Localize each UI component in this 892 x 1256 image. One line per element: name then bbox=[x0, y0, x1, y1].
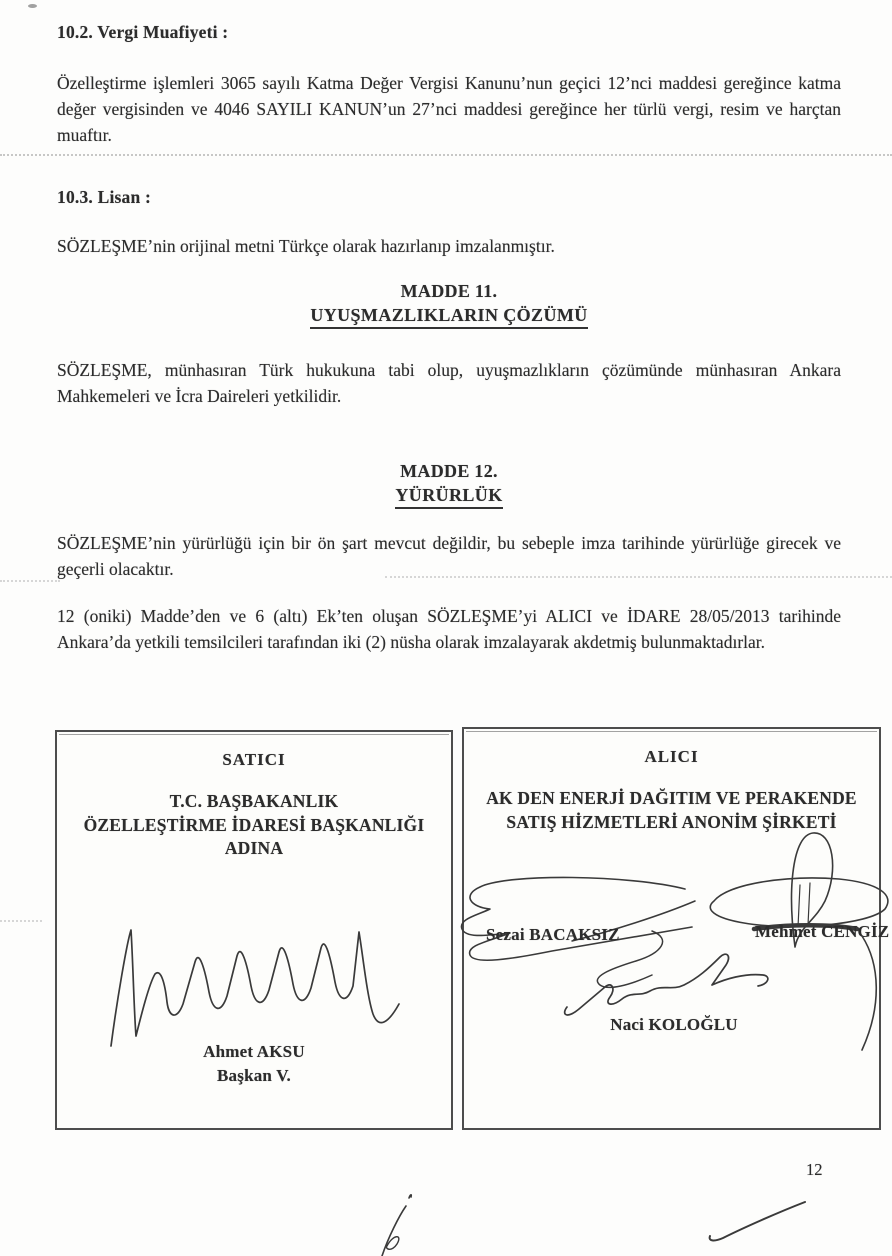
buyer-org-line-2: SATIŞ HİZMETLERİ ANONİM ŞİRKETİ bbox=[506, 811, 837, 832]
seller-signer-name: Ahmet AKSU bbox=[203, 1042, 305, 1061]
madde-11-paragraph: SÖZLEŞME, münhasıran Türk hukukuna tabi olup, uyuşmazlıkların çözümünde münhasıran Ankara Mahkemeleri ve İcra Daireleri yetkilidir. bbox=[57, 360, 841, 406]
madde-12-title-row bbox=[57, 461, 841, 482]
madde-12-subtitle-row bbox=[57, 485, 841, 509]
seller-signer-title: Başkan V. bbox=[217, 1066, 291, 1085]
buyer-signature-box bbox=[462, 727, 890, 1130]
buyer-role-label: ALICI bbox=[644, 747, 699, 766]
pen-mark-stroke bbox=[372, 1186, 424, 1256]
signature-scribble-ahmet-aksu bbox=[97, 920, 407, 1050]
madde-11-subtitle-row bbox=[57, 305, 841, 329]
section-10-2-paragraph: Özelleştirme işlemleri 3065 sayılı Katma Değer Vergisi Kanunu’nun geçici 12’nci maddesi gereğince katma değer vergisinden ve 4046 SAYILI KANUN’un 27’nci maddesi gereğince her türlü vergi, resim ve harçtan muaftır. bbox=[57, 73, 841, 145]
scan-noise-line bbox=[0, 920, 42, 922]
scan-noise-line bbox=[385, 576, 892, 578]
scan-speck bbox=[28, 4, 37, 8]
pen-mark-swoosh bbox=[703, 1196, 813, 1246]
section-10-3-heading: 10.3. Lisan : bbox=[57, 187, 152, 207]
scan-noise-line bbox=[0, 154, 892, 156]
section-10-2-heading: 10.2. Vergi Muafiyeti : bbox=[57, 22, 229, 42]
seller-signature-box bbox=[55, 730, 453, 1130]
signature-tail-stroke bbox=[852, 934, 884, 1054]
seller-role-label: SATICI bbox=[222, 750, 286, 769]
section-10-3-paragraph: SÖZLEŞME’nin orijinal metni Türkçe olarak hazırlanıp imzalanmıştır. bbox=[57, 236, 555, 256]
scan-noise-line bbox=[0, 580, 60, 582]
scan-double-border-artifact bbox=[59, 734, 449, 735]
madde-11-title-row bbox=[57, 281, 841, 302]
seller-org-line-3: ADINA bbox=[224, 838, 284, 858]
madde-12-paragraph-1: SÖZLEŞME’nin yürürlüğü için bir ön şart mevcut değildir, bu sebeple imza tarihinde yürürlüğe girecek ve geçerli olacaktır. bbox=[57, 533, 841, 579]
scan-double-border-artifact bbox=[466, 731, 877, 732]
buyer-signer-1-name: Sezai BACAKSIZ bbox=[486, 925, 620, 944]
madde-11-subtitle: UYUŞMAZLIKLARIN ÇÖZÜMÜ bbox=[310, 305, 587, 329]
seller-organization bbox=[57, 790, 451, 861]
signature-scribble-naci-kologlu bbox=[559, 945, 774, 1020]
page-number: 12 bbox=[806, 1160, 823, 1179]
madde-12-subtitle: YÜRÜRLÜK bbox=[395, 485, 502, 509]
buyer-org-line-1: AK DEN ENERJİ DAĞITIM VE PERAKENDE bbox=[486, 788, 857, 808]
madde-11-title: MADDE 11. bbox=[400, 281, 498, 301]
madde-12-paragraph-2: 12 (oniki) Madde’den ve 6 (altı) Ek’ten oluşan SÖZLEŞME’yi ALICI ve İDARE 28/05/2013 tarihinde Ankara’da yetkili temsilcileri tarafından iki (2) nüsha olarak imzalayarak akdetmiş bulunmaktadırlar. bbox=[57, 606, 841, 652]
buyer-signer-2-name: Mehmet CENGİZ bbox=[755, 922, 890, 941]
seller-org-line-1: T.C. BAŞBAKANLIK bbox=[169, 791, 339, 811]
buyer-signer-3-name: Naci KOLOĞLU bbox=[610, 1015, 738, 1034]
madde-12-title: MADDE 12. bbox=[400, 461, 498, 481]
seller-org-line-2: ÖZELLEŞTİRME İDARESİ BAŞKANLIĞI bbox=[83, 814, 425, 835]
